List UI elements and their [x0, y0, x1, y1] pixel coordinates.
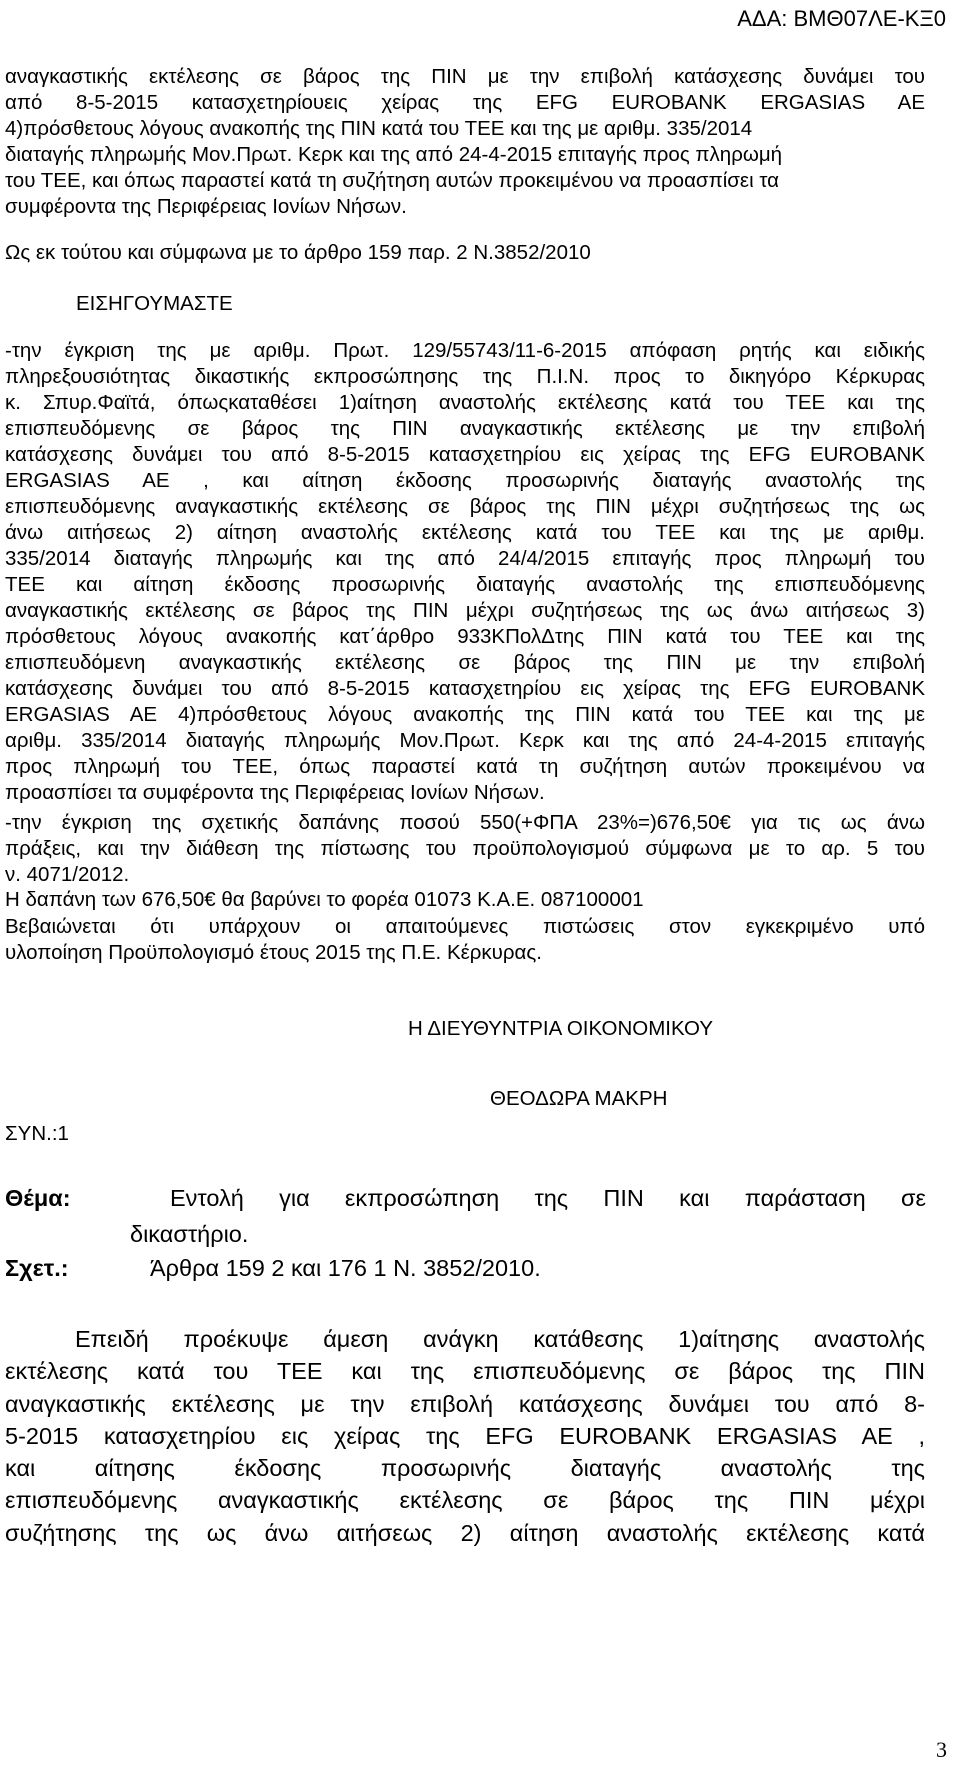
page-number: 3: [936, 1737, 947, 1762]
text-line: επισπευδόμενη αναγκαστικής εκτέλεσης σε βάρος της ΠΙΝ με την επιβολή: [5, 651, 925, 674]
text-line: αναγκαστικής εκτέλεσης με την επιβολή κατάσχεσης δυνάμει του από 8-: [5, 1390, 925, 1417]
section-heading: ΕΙΣΗΓΟΥΜΑΣΤΕ: [76, 292, 233, 315]
signatory-title: Η ΔΙΕΥΘΥΝΤΡΙΑ ΟΙΚΟΝΟΜΙΚΟΥ: [408, 1017, 713, 1040]
subject-text: Εντολή για εκπροσώπηση της ΠΙΝ και παράσταση σε: [170, 1185, 926, 1211]
text-line: ERGASIAS AE 4)πρόσθετους λόγους ανακοπής της ΠΙΝ κατά του ΤΕΕ και της με: [5, 703, 925, 726]
text-line: εκτέλεσης κατά του ΤΕΕ και της επισπευδόμενης σε βάρος της ΠΙΝ: [5, 1358, 925, 1385]
signatory-name: ΘΕΟΔΩΡΑ ΜΑΚΡΗ: [490, 1087, 668, 1110]
text-line: προασπίσει τα συμφέροντα της Περιφέρειας Ιονίων Νήσων.: [5, 781, 545, 804]
text-line: αναγκαστικής εκτέλεσης σε βάρος της ΠΙΝ με την επιβολή κατάσχεσης δυνάμει του: [5, 65, 925, 88]
text-line: ν. 4071/2012.: [5, 863, 130, 886]
legal-basis: Ως εκ τούτου και σύμφωνα με το άρθρο 159 παρ. 2 Ν.3852/2010: [5, 241, 591, 264]
text-line: αριθμ. 335/2014 διαταγής πληρωμής Μον.Πρωτ. Κερκ και της από 24-4-2015 επιταγής: [5, 729, 925, 752]
text-line: επισπευδόμενης σε βάρος της ΠΙΝ αναγκαστικής εκτέλεσης με την επιβολή: [5, 417, 925, 440]
text-line: 5-2015 κατασχετηρίου εις χείρας της EFG EUROBANK ERGASIAS AE ,: [5, 1422, 925, 1449]
text-line: κατάσχεσης δυνάμει του από 8-5-2015 κατασχετηρίου εις χείρας της EFG EUROBANK: [5, 677, 925, 700]
text-line: ERGASIAS AE , και αίτηση έκδοσης προσωρινής διαταγής αναστολής της: [5, 469, 925, 492]
text-line: -την έγκριση της με αριθμ. Πρωτ. 129/55743/11-6-2015 απόφαση ρητής και ειδικής: [5, 339, 925, 362]
attachments-count: ΣΥΝ.:1: [5, 1122, 69, 1145]
text-line: ΤΕΕ και αίτηση έκδοσης προσωρινής διαταγής αναστολής της επισπευδόμενης: [5, 573, 925, 596]
ada-code: ΑΔΑ: ΒΜΘ07ΛΕ-ΚΞ0: [737, 6, 946, 31]
text-line: αναγκαστικής εκτέλεσης σε βάρος της ΠΙΝ μέχρι συζητήσεως της ως άνω αιτήσεως 3): [5, 599, 925, 622]
proposal-paragraph: [5, 338, 925, 806]
text-line: διαταγής πληρωμής Μον.Πρωτ. Κερκ και της από 24-4-2015 επιταγής προς πληρωμή: [5, 143, 783, 166]
expense-charge-line: Η δαπάνη των 676,50€ θα βαρύνει το φορέα 01073 Κ.Α.Ε. 087100001: [5, 888, 644, 911]
credit-certification-paragraph: [5, 914, 925, 966]
text-line: πρόσθετους λόγους ανακοπής κατ΄άρθρο 933ΚΠολΔτης ΠΙΝ κατά του ΤΕΕ και της: [5, 625, 925, 648]
subject-text-continued: δικαστήριο.: [130, 1221, 249, 1247]
text-line: συζήτησης της ως άνω αιτήσεως 2) αίτηση αναστολής εκτέλεσης κατά: [5, 1519, 925, 1546]
text-line: από 8-5-2015 κατασχετηρίουεις χείρας της EFG EUROBANK ERGASIAS AE: [5, 91, 925, 114]
text-line: συμφέροντα της Περιφέρειας Ιονίων Νήσων.: [5, 195, 407, 218]
text-line: -την έγκριση της σχετικής δαπάνης ποσού 550(+ΦΠΑ 23%=)676,50€ για τις ως άνω: [5, 811, 925, 834]
text-line: κ. Σπυρ.Φαϊτά, όπωςκαταθέσει 1)αίτηση αναστολής εκτέλεσης κατά του ΤΕΕ και της: [5, 391, 925, 414]
text-line: Βεβαιώνεται ότι υπάρχουν οι απαιτούμενες πιστώσεις στον εγκεκριμένο υπό: [5, 915, 925, 938]
text-line: επισπευδόμενης αναγκαστικής εκτέλεσης σε βάρος της ΠΙΝ μέχρι συζητήσεως της ως: [5, 495, 925, 518]
expense-approval-paragraph: [5, 810, 925, 888]
text-line: επισπευδόμενης αναγκαστικής εκτέλεσης σε βάρος της ΠΙΝ μέχρι: [5, 1487, 925, 1514]
text-line: υλοποίηση Προϋπολογισμό έτους 2015 της Π.Ε. Κέρκυρας.: [5, 941, 542, 964]
text-line: άνω αιτήσεως 2) αίτηση αναστολής εκτέλεσης κατά του ΤΕΕ και της με αριθμ.: [5, 521, 925, 544]
text-line: 4)πρόσθετους λόγους ανακοπής της ΠΙΝ κατά του ΤΕΕ και της με αριθμ. 335/2014: [5, 117, 753, 140]
text-line: πράξεις, και την διάθεση της πίστωσης του προϋπολογισμού σύμφωνα με το αρ. 5 του: [5, 837, 925, 860]
text-line: κατάσχεσης δυνάμει του από 8-5-2015 κατασχετηρίου εις χείρας της EFG EUROBANK: [5, 443, 925, 466]
text-line: του ΤΕΕ, και όπως παραστεί κατά τη συζήτηση αυτών προκειμένου να προασπίσει τα: [5, 169, 779, 192]
body-paragraph: [5, 1323, 925, 1549]
text-line: Επειδή προέκυψε άμεση ανάγκη κατάθεσης 1)αίτησης αναστολής: [75, 1326, 925, 1352]
text-line: 335/2014 διαταγής πληρωμής και της από 24/4/2015 επιταγής προς πληρωμή του: [5, 547, 925, 570]
paragraph-continuation: [5, 64, 925, 220]
related-text: Άρθρα 159 2 και 176 1 Ν. 3852/2010.: [150, 1255, 541, 1281]
text-line: προς πληρωμή του ΤΕΕ, όπως παραστεί κατά τη συζήτηση αυτών προκειμένου να: [5, 755, 925, 778]
text-line: και αίτησης έκδοσης προσωρινής διαταγής αναστολής της: [5, 1455, 925, 1482]
related-label: Σχετ.:: [5, 1255, 69, 1281]
text-line: πληρεξουσιότητας δικαστικής εκπροσώπησης της Π.Ι.Ν. προς το δικηγόρο Κέρκυρας: [5, 365, 925, 388]
subject-label: Θέμα:: [5, 1185, 71, 1211]
